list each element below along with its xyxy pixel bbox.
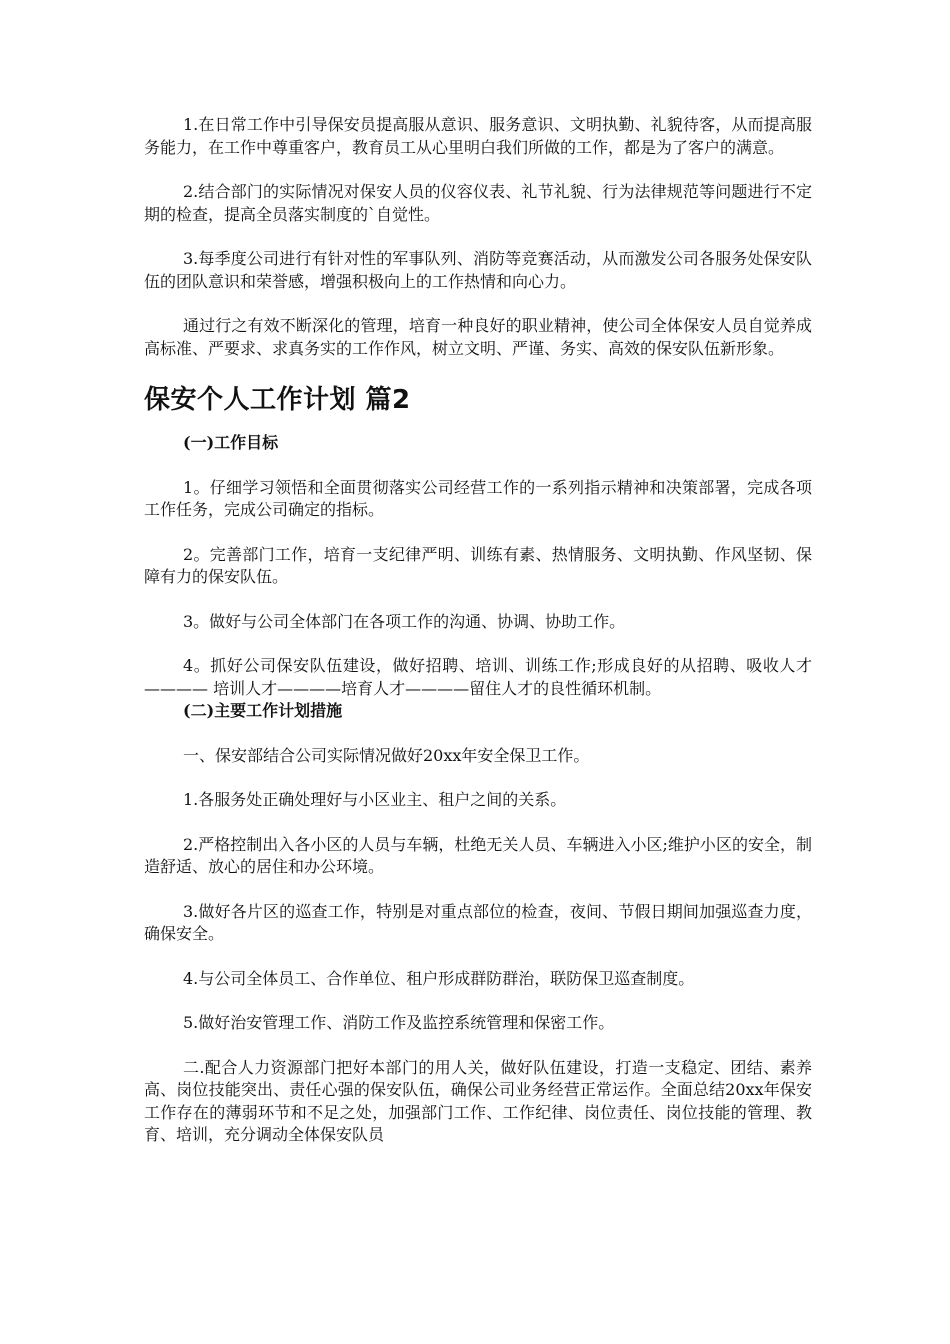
document-page: [144, 114, 812, 1147]
paragraph-service-awareness: 1.在日常工作中引导保安员提高服从意识、服务意识、文明执勤、礼貌待客，从而提高服务能力，在工作中尊重客户，教育员工从心里明白我们所做的工作，都是为了客户的满意。: [144, 115, 812, 157]
goal-item: 4。抓好公司保安队伍建设，做好招聘、培训、训练工作;形成良好的从招聘、吸收人才———— 培训人才————培育人才————留住人才的良性循环机制。: [144, 656, 812, 698]
measure-item: 二.配合人力资源部门把好本部门的用人关，做好队伍建设，打造一支稳定、团结、素养高、岗位技能突出、责任心强的保安队伍，确保公司业务经营正常运作。全面总结20xx年保安工作存在的薄弱环节和不足之处，加强部门工作、工作纪律、岗位责任、岗位技能的管理、教育、培训，充分调动全体保安队员: [144, 1057, 812, 1144]
measure-item: 1.各服务处正确处理好与小区业主、租户之间的关系。: [183, 790, 567, 809]
goal-item: 2。完善部门工作，培育一支纪律严明、训练有素、热情服务、文明执勤、作风坚韧、保障有力的保安队伍。: [144, 544, 812, 586]
subheading-work-goals: (一)工作目标: [183, 433, 279, 452]
measure-item: 一、保安部结合公司实际情况做好20xx年安全保卫工作。: [183, 745, 590, 765]
measure-item: 5.做好治安管理工作、消防工作及监控系统管理和保密工作。: [183, 1013, 615, 1032]
measure-item: 3.做好各片区的巡查工作，特别是对重点部位的检查，夜间、节假日期间加强巡查力度，确保安全。: [144, 901, 812, 943]
subheading-main-measures: (二)主要工作计划措施: [183, 701, 343, 720]
paragraph-competition: 3.每季度公司进行有针对性的军事队列、消防等竞赛活动，从而激发公司各服务处保安队伍的团队意识和荣誉感，增强积极向上的工作热情和向心力。: [144, 249, 812, 291]
section-title: 保安个人工作计划 篇2: [144, 385, 411, 415]
measure-item: 4.与公司全体员工、合作单位、租户形成群防群治，联防保卫巡查制度。: [183, 968, 695, 988]
goal-item: 1。仔细学习领悟和全面贯彻落实公司经营工作的一系列指示精神和决策部署，完成各项工作任务，完成公司确定的指标。: [144, 477, 812, 519]
goal-item: 3。做好与公司全体部门在各项工作的沟通、协调、协助工作。: [183, 611, 626, 631]
measure-item: 2.严格控制出入各小区的人员与车辆，杜绝无关人员、车辆进入小区;维护小区的安全，制造舒适、放心的居住和办公环境。: [144, 834, 812, 876]
paragraph-management-summary: 通过行之有效不断深化的管理，培育一种良好的职业精神，使公司全体保安人员自觉养成高标准、严要求、求真务实的工作作风，树立文明、严谨、务实、高效的保安队伍新形象。: [144, 316, 812, 358]
paragraph-inspection: 2.结合部门的实际情况对保安人员的仪容仪表、礼节礼貌、行为法律规范等问题进行不定期的检查，提高全员落实制度的`自觉性。: [144, 182, 812, 224]
